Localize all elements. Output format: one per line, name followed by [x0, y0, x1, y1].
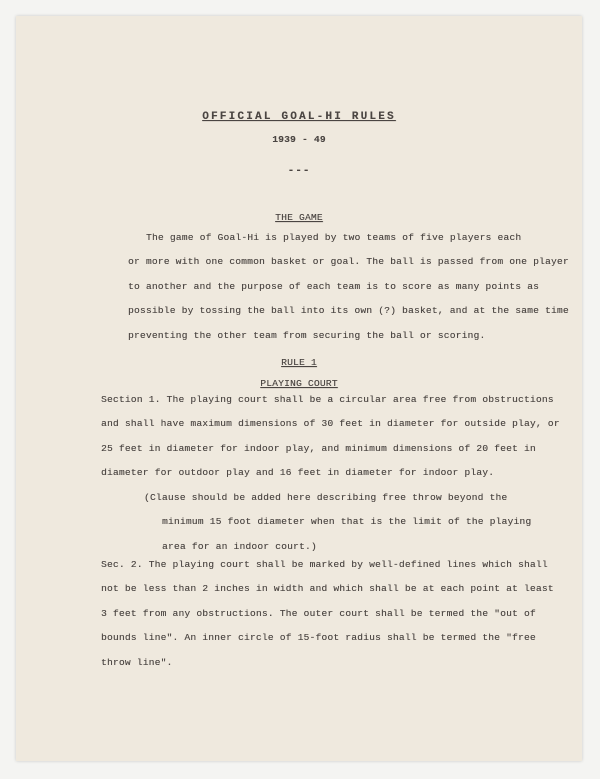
text-line: to another and the purpose of each team is to score as many points as — [128, 280, 540, 292]
rule-heading: RULE 1 — [281, 357, 317, 368]
text-line: 3 feet from any obstructions. The outer court shall be termed the "out of — [101, 607, 536, 619]
document-years: 1939 - 49 — [272, 134, 326, 145]
text-line: and shall have maximum dimensions of 30 feet in diameter for outside play, or — [101, 418, 560, 430]
text-line: (Clause should be added here describing free throw beyond the — [144, 492, 508, 503]
text-line: preventing the other team from securing the ball or scoring. — [128, 329, 486, 341]
text-line: throw line". — [101, 656, 173, 668]
rule-subheading: PLAYING COURT — [260, 378, 338, 389]
text-line: possible by tossing the ball into its own (?) basket, and at the same time — [128, 305, 569, 317]
text-line: Section 1. The playing court shall be a circular area free from obstructions — [101, 394, 554, 405]
text-line: or more with one common basket or goal. The ball is passed from one player — [128, 256, 569, 268]
document-title: OFFICIAL GOAL-HI RULES — [202, 111, 396, 123]
section-heading-the-game: THE GAME — [275, 212, 323, 223]
paragraph-the-game — [128, 226, 569, 348]
separator: --- — [287, 165, 311, 177]
text-line: diameter for outdoor play and 16 feet in diameter for indoor play. — [101, 467, 495, 479]
text-line: area for an indoor court.) — [162, 540, 317, 552]
document-page — [16, 16, 582, 761]
paragraph-section-2 — [101, 553, 554, 675]
paragraph-clause — [144, 486, 531, 559]
text-line: 25 feet in diameter for indoor play, and minimum dimensions of 20 feet in — [101, 442, 536, 454]
paragraph-section-1 — [101, 388, 560, 486]
text-line: minimum 15 foot diameter when that is the limit of the playing — [162, 516, 532, 528]
text-line: The game of Goal-Hi is played by two teams of five players each — [146, 232, 522, 243]
text-line: not be less than 2 inches in width and which shall be at each point at least — [101, 583, 554, 595]
text-line: Sec. 2. The playing court shall be marked by well-defined lines which shall — [101, 559, 548, 570]
text-line: bounds line". An inner circle of 15-foot radius shall be termed the "free — [101, 632, 536, 644]
